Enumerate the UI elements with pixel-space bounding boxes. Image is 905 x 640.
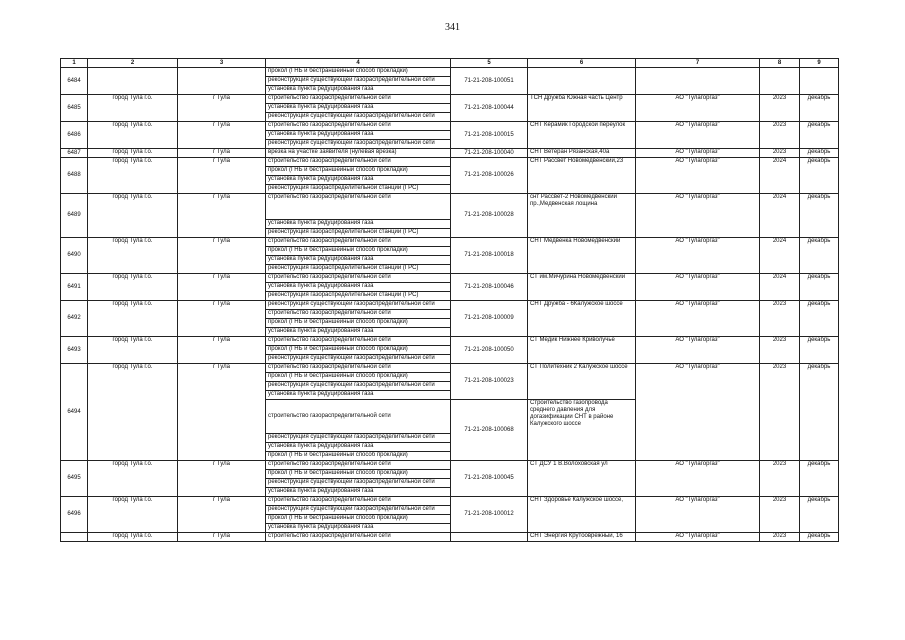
work-type: строительство газораспределительной сети <box>266 194 451 220</box>
object-code: 71-21-208-100051 <box>451 68 528 95</box>
work-type: установка пункта редуцирования газа <box>266 104 451 113</box>
year: 2024 <box>760 238 800 274</box>
page-number: 341 <box>445 22 460 33</box>
organization: АО "Тулагоргаз" <box>636 274 760 301</box>
organization: АО "Тулагоргаз" <box>636 364 760 461</box>
locality: г Тула <box>178 122 266 149</box>
organization: АО "Тулагоргаз" <box>636 95 760 122</box>
object-name: СНТ Медвенка Новомедвенский <box>528 238 636 274</box>
year: 2023 <box>760 337 800 364</box>
object-code: 71-21-208-100028 <box>451 194 528 238</box>
organization: АО "Тулагоргаз" <box>636 238 760 274</box>
work-type: установка пункта редуцирования газа <box>266 86 451 95</box>
locality: г Тула <box>178 274 266 301</box>
work-type: прокол (ГНБ и бестраншейный способ прокладки) <box>266 167 451 176</box>
table-row <box>61 461 839 470</box>
object-name: СТ им.Мичурина Новомедвенский <box>528 274 636 301</box>
object-name <box>528 68 636 95</box>
municipality: город Тула г.о. <box>88 461 178 497</box>
month: декабрь <box>800 301 839 337</box>
object-code: 71-21-208-100044 <box>451 95 528 122</box>
column-header: 4 <box>266 59 451 68</box>
municipality: город Тула г.о. <box>88 194 178 238</box>
work-type: прокол (ГНБ и бестраншейный способ прокладки) <box>266 470 451 479</box>
work-type: прокол (ГНБ и бестраншейный способ прокладки) <box>266 247 451 256</box>
object-code: 71-21-208-100018 <box>451 238 528 274</box>
work-type: реконструкция существующей газораспределительной сети <box>266 77 451 86</box>
month: декабрь <box>800 238 839 274</box>
work-type: установка пункта редуцирования газа <box>266 391 451 400</box>
record-number: 6490 <box>61 238 88 274</box>
registry-table <box>60 58 839 542</box>
record-number: 6493 <box>61 337 88 364</box>
record-number: 6487 <box>61 149 88 158</box>
year: 2023 <box>760 497 800 533</box>
month: декабрь <box>800 149 839 158</box>
organization: АО "Тулагоргаз" <box>636 301 760 337</box>
month: декабрь <box>800 122 839 149</box>
work-type: строительство газораспределительной сети <box>266 497 451 506</box>
record-number: 6485 <box>61 95 88 122</box>
column-header: 8 <box>760 59 800 68</box>
locality: г Тула <box>178 238 266 274</box>
work-type: строительство газораспределительной сети <box>266 364 451 373</box>
object-name: Строительство газопровода среднего давления для догазификации СНТ в районе Калужского шоссе <box>528 400 636 461</box>
table-row <box>61 497 839 506</box>
organization: АО "Тулагоргаз" <box>636 497 760 533</box>
record-number: 6486 <box>61 122 88 149</box>
object-code: 71-21-208-100015 <box>451 122 528 149</box>
object-name: снт Рассвет-2 Новомедвенский пр.,Медвенская лощина <box>528 194 636 238</box>
object-name: СТ Политехник 2 Калужское шоссе <box>528 364 636 400</box>
object-code: 71-21-208-100026 <box>451 158 528 194</box>
locality: г Тула <box>178 194 266 238</box>
month: декабрь <box>800 274 839 301</box>
object-code: 71-21-208-100023 <box>451 364 528 400</box>
work-type: реконструкция существующей газораспределительной сети <box>266 140 451 149</box>
table-row <box>61 238 839 247</box>
work-type: строительство газораспределительной сети <box>266 122 451 131</box>
month: декабрь <box>800 95 839 122</box>
table-row <box>61 337 839 346</box>
table-row <box>61 149 839 158</box>
municipality: город Тула г.о. <box>88 364 178 461</box>
header-row <box>61 59 839 68</box>
work-type: реконструкция существующей газораспределительной сети <box>266 382 451 391</box>
work-type: реконструкция существующей газораспределительной сети <box>266 355 451 364</box>
record-number: 6495 <box>61 461 88 497</box>
work-type: строительство газораспределительной сети <box>266 461 451 470</box>
object-code: 71-21-208-100045 <box>451 461 528 497</box>
year: 2024 <box>760 158 800 194</box>
year <box>760 68 800 95</box>
municipality: город Тула г.о. <box>88 149 178 158</box>
table-row <box>61 194 839 220</box>
work-type: реконструкция существующей газораспределительной сети <box>266 434 451 443</box>
work-type: реконструкция существующей газораспределительной сети <box>266 113 451 122</box>
object-code <box>451 533 528 542</box>
object-name: СНТ Энергия Крутооврежный, 16 <box>528 533 636 542</box>
work-type: установка пункта редуцирования газа <box>266 256 451 265</box>
municipality <box>88 68 178 95</box>
table-row <box>61 364 839 373</box>
municipality: город Тула г.о. <box>88 238 178 274</box>
work-type: установка пункта редуцирования газа <box>266 443 451 452</box>
work-type: установка пункта редуцирования газа <box>266 524 451 533</box>
month <box>800 68 839 95</box>
work-type: установка пункта редуцирования газа <box>266 283 451 292</box>
work-type: строительство газораспределительной сети <box>266 238 451 247</box>
organization: АО "Тулагоргаз" <box>636 461 760 497</box>
month: декабрь <box>800 337 839 364</box>
record-number <box>61 533 88 542</box>
column-header: 6 <box>528 59 636 68</box>
object-name: СНТ Рассвет Новомедвенский,23 <box>528 158 636 194</box>
work-type: реконструкция существующей газораспределительной сети <box>266 479 451 488</box>
year: 2024 <box>760 274 800 301</box>
object-name: СТ ДСУ 1 В.Волоховская ул <box>528 461 636 497</box>
record-number: 6491 <box>61 274 88 301</box>
work-type: строительство газораспределительной сети <box>266 310 451 319</box>
work-type: установка пункта редуцирования газа <box>266 131 451 140</box>
locality: г Тула <box>178 533 266 542</box>
column-header: 3 <box>178 59 266 68</box>
work-type: прокол (ГНБ и бестраншейный способ прокладки) <box>266 515 451 524</box>
object-code: 71-21-208-100012 <box>451 497 528 533</box>
organization: АО "Тулагоргаз" <box>636 533 760 542</box>
object-name: СНТ Ветеран Рязанская,40а <box>528 149 636 158</box>
work-type: строительство газораспределительной сети <box>266 274 451 283</box>
year: 2024 <box>760 194 800 238</box>
work-type: реконструкция газораспределительной станции (ГРС) <box>266 292 451 301</box>
table-row <box>61 301 839 310</box>
month: декабрь <box>800 533 839 542</box>
work-type: строительство газораспределительной сети <box>266 533 451 542</box>
object-code: 71-21-208-100040 <box>451 149 528 158</box>
organization: АО "Тулагоргаз" <box>636 158 760 194</box>
year: 2023 <box>760 364 800 461</box>
record-number: 6494 <box>61 364 88 461</box>
work-type: прокол (ГНБ и бестраншейный способ прокладки) <box>266 68 451 77</box>
work-type: установка пункта редуцирования газа <box>266 176 451 185</box>
table-row <box>61 533 839 542</box>
municipality: город Тула г.о. <box>88 301 178 337</box>
locality: г Тула <box>178 149 266 158</box>
work-type: реконструкция газораспределительной станции (ГРС) <box>266 185 451 194</box>
organization: АО "Тулагоргаз" <box>636 122 760 149</box>
organization: АО "Тулагоргаз" <box>636 149 760 158</box>
locality: г Тула <box>178 461 266 497</box>
column-header: 2 <box>88 59 178 68</box>
work-type: прокол (ГНБ и бестраншейный способ прокладки) <box>266 346 451 355</box>
work-type: прокол (ГНБ и бестраншейный способ прокладки) <box>266 373 451 382</box>
object-code: 71-21-208-100046 <box>451 274 528 301</box>
year: 2023 <box>760 95 800 122</box>
year: 2023 <box>760 149 800 158</box>
month: декабрь <box>800 194 839 238</box>
record-number: 6489 <box>61 194 88 238</box>
locality: г Тула <box>178 95 266 122</box>
organization: АО "Тулагоргаз" <box>636 337 760 364</box>
column-header: 7 <box>636 59 760 68</box>
work-type: реконструкция существующей газораспределительной сети <box>266 301 451 310</box>
object-code: 71-21-208-100009 <box>451 301 528 337</box>
column-header: 9 <box>800 59 839 68</box>
table-row <box>61 274 839 283</box>
locality: г Тула <box>178 301 266 337</box>
table-row <box>61 122 839 131</box>
work-type: установка пункта редуцирования газа <box>266 488 451 497</box>
table-row <box>61 158 839 167</box>
work-type: прокол (ГНБ и бестраншейный способ прокладки) <box>266 319 451 328</box>
record-number: 6492 <box>61 301 88 337</box>
work-type: строительство газораспределительной сети <box>266 95 451 104</box>
work-type: реконструкция газораспределительной станции (ГРС) <box>266 265 451 274</box>
object-name: СНТ Здоровье Калужское шоссе, <box>528 497 636 533</box>
municipality: город Тула г.о. <box>88 274 178 301</box>
record-number: 6496 <box>61 497 88 533</box>
column-header: 1 <box>61 59 88 68</box>
municipality: город Тула г.о. <box>88 122 178 149</box>
municipality: город Тула г.о. <box>88 158 178 194</box>
locality: г Тула <box>178 364 266 461</box>
work-type: строительство газораспределительной сети <box>266 158 451 167</box>
organization <box>636 68 760 95</box>
locality <box>178 68 266 95</box>
work-type: установка пункта редуцирования газа <box>266 220 451 229</box>
locality: г Тула <box>178 497 266 533</box>
object-name: СТ Медик Нижнее Криволучье <box>528 337 636 364</box>
municipality: город Тула г.о. <box>88 497 178 533</box>
locality: г Тула <box>178 158 266 194</box>
municipality: город Тула г.о. <box>88 95 178 122</box>
object-name: СНТ Дружба - 6Калужское шоссе <box>528 301 636 337</box>
object-code: 71-21-208-100050 <box>451 337 528 364</box>
organization: АО "Тулагоргаз" <box>636 194 760 238</box>
work-type: строительство газораспределительной сети <box>266 400 451 434</box>
work-type: установка пункта редуцирования газа <box>266 328 451 337</box>
work-type: реконструкция газораспределительной станции (ГРС) <box>266 229 451 238</box>
object-name: ТСН Дружба Южная часть Центр <box>528 95 636 122</box>
year: 2023 <box>760 301 800 337</box>
work-type: реконструкция существующей газораспределительной сети <box>266 506 451 515</box>
year: 2023 <box>760 122 800 149</box>
municipality: город Тула г.о. <box>88 337 178 364</box>
work-type: врезка на участке заявителя (нулевая врезка) <box>266 149 451 158</box>
object-name: СНТ Керамик Городской переулок <box>528 122 636 149</box>
work-type: строительство газораспределительной сети <box>266 337 451 346</box>
municipality: город Тула г.о. <box>88 533 178 542</box>
year: 2023 <box>760 533 800 542</box>
table-row <box>61 68 839 77</box>
column-header: 5 <box>451 59 528 68</box>
record-number: 6484 <box>61 68 88 95</box>
locality: г Тула <box>178 337 266 364</box>
month: декабрь <box>800 158 839 194</box>
month: декабрь <box>800 461 839 497</box>
record-number: 6488 <box>61 158 88 194</box>
table-row <box>61 95 839 104</box>
month: декабрь <box>800 364 839 461</box>
month: декабрь <box>800 497 839 533</box>
year: 2023 <box>760 461 800 497</box>
object-code: 71-21-208-100068 <box>451 400 528 461</box>
work-type: прокол (ГНБ и бестраншейный способ прокладки) <box>266 452 451 461</box>
